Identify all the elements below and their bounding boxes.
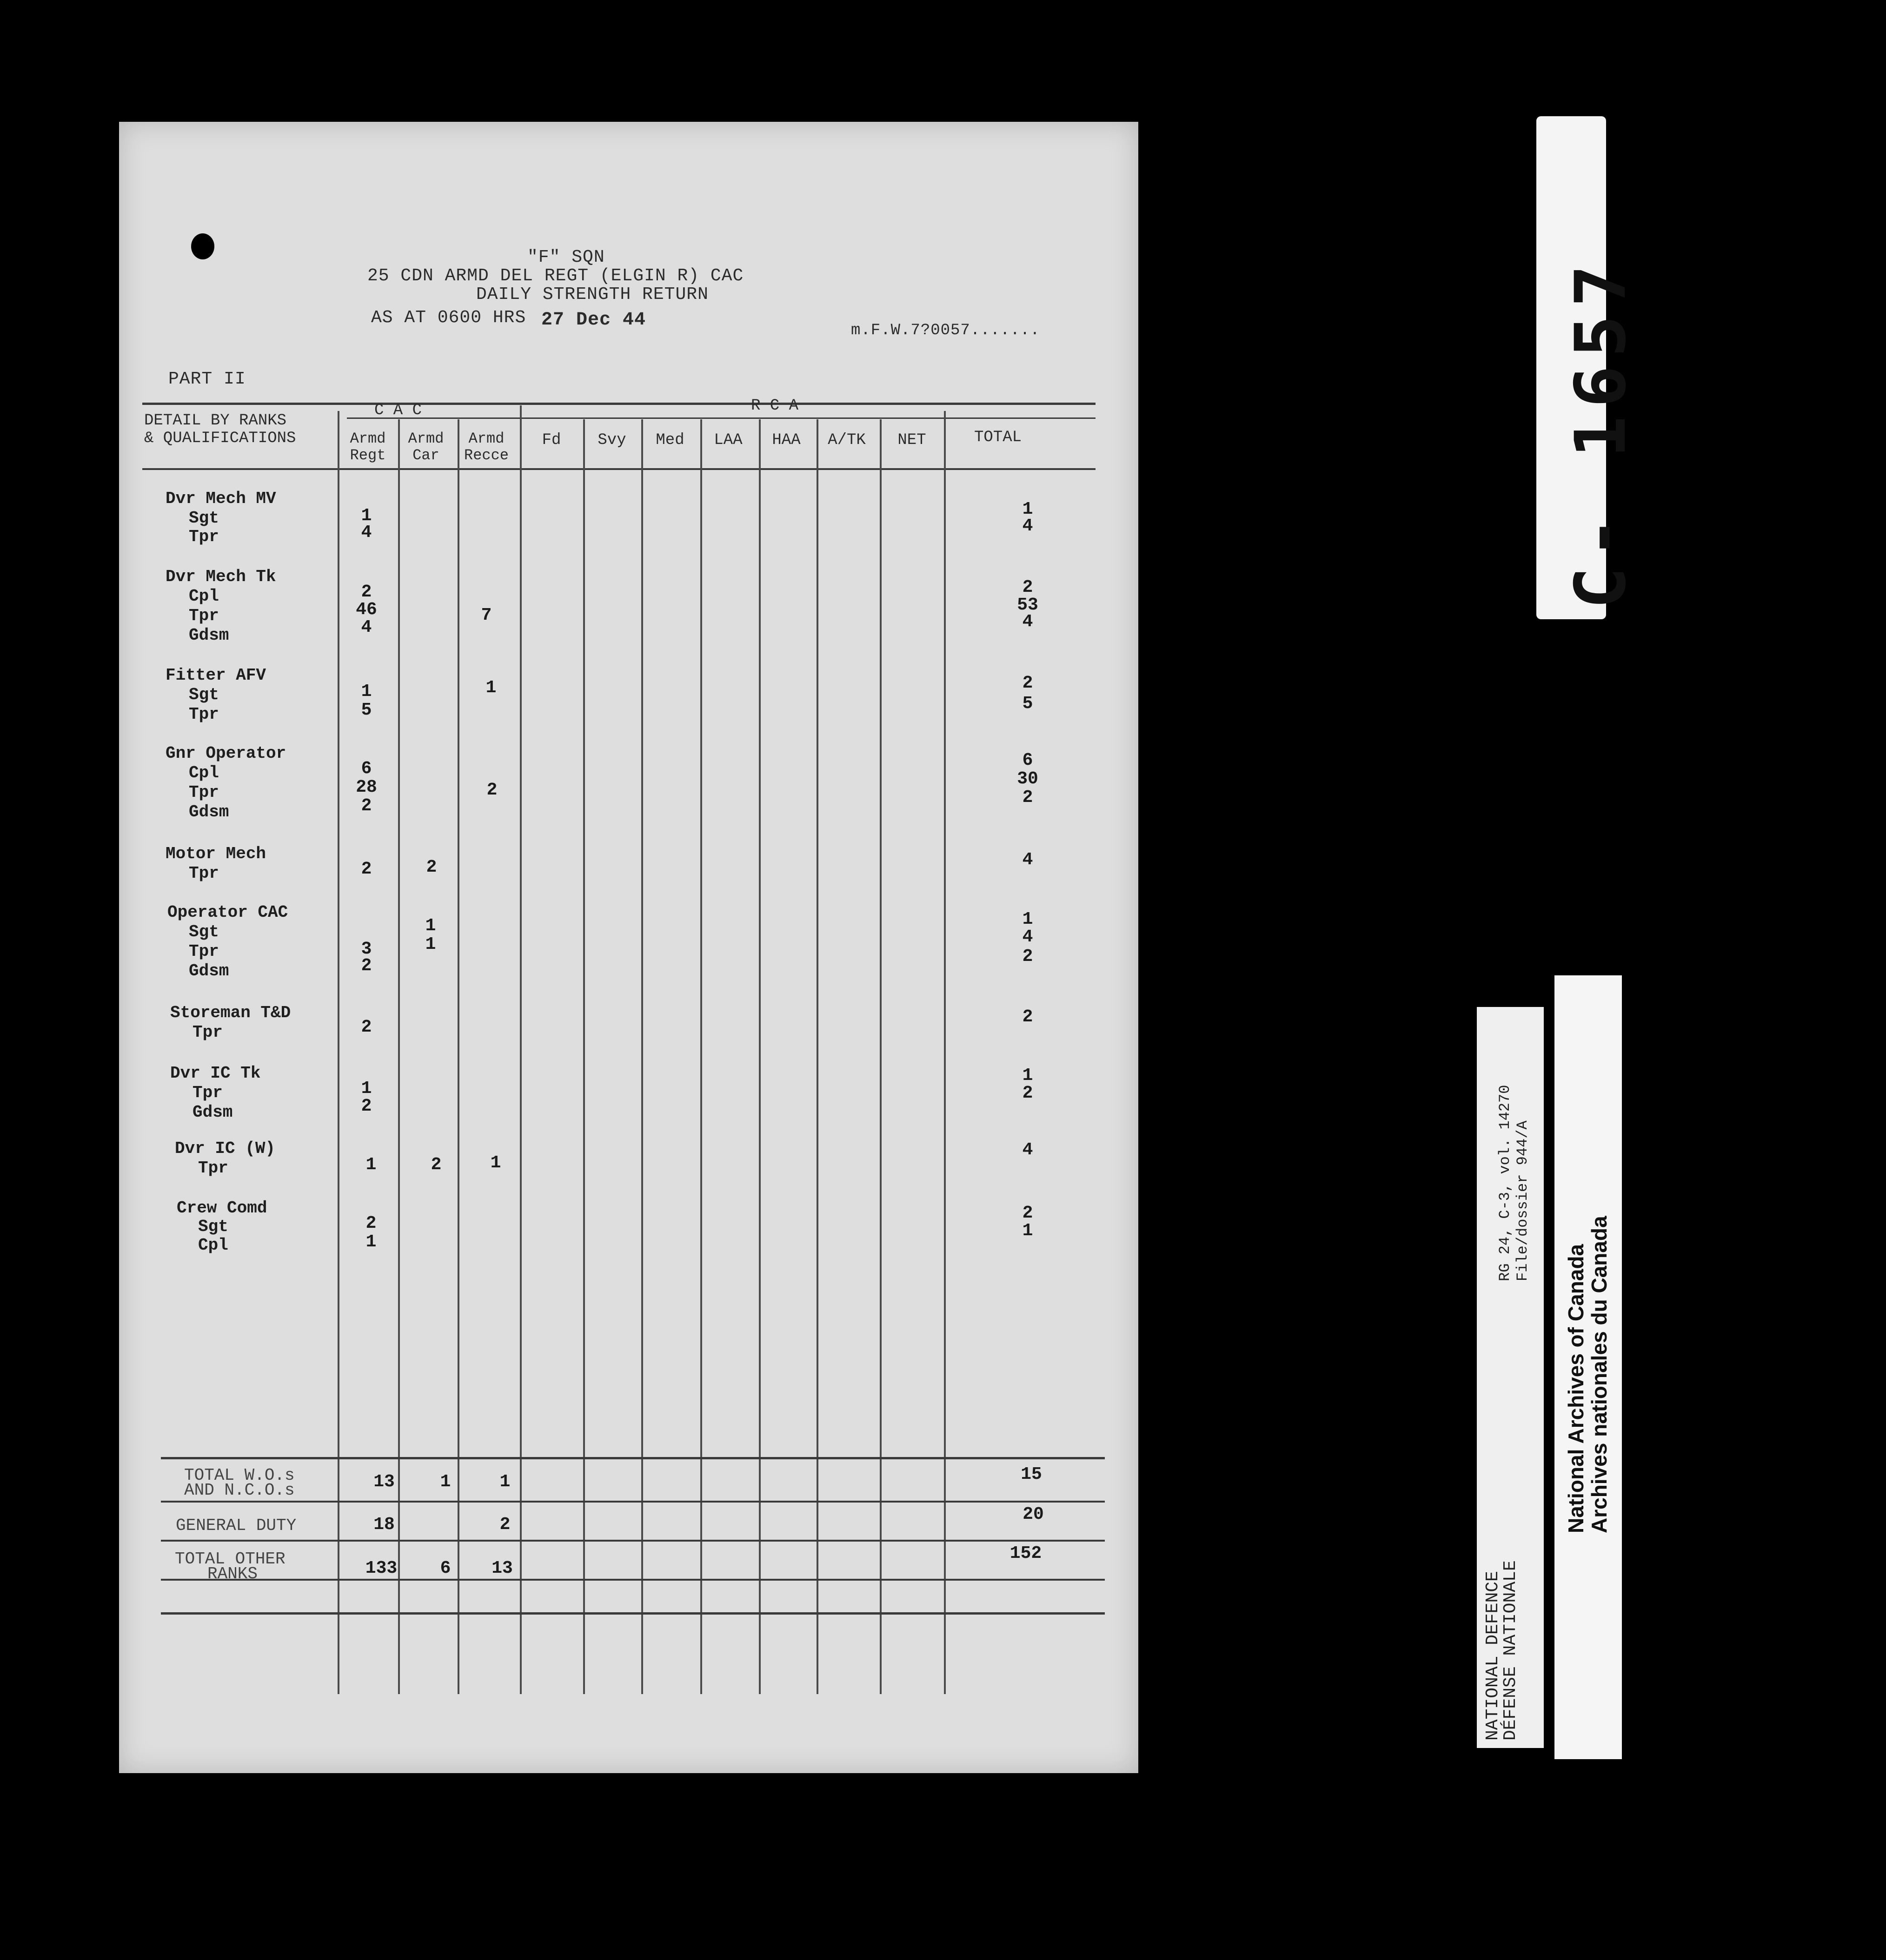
dept-en: NATIONAL DEFENCE: [1483, 1571, 1503, 1741]
reference-number: m.F.W.7?0057.......: [851, 322, 1040, 339]
cell-total: 1: [1022, 499, 1033, 519]
cell-value: 2: [361, 796, 372, 816]
totals-rule: [161, 1501, 1105, 1503]
total-nco-armd-regt: 13: [373, 1472, 395, 1492]
doc-title-line3: DAILY STRENGTH RETURN: [476, 285, 709, 305]
cell-value: 2: [365, 1213, 377, 1233]
cell-total: 2: [1022, 1203, 1033, 1223]
total-nco-label-2: AND N.C.O.s: [184, 1481, 295, 1500]
rank-label: Tpr: [189, 606, 219, 625]
cell-total: 4: [1022, 927, 1033, 947]
cell-total: 2: [1022, 1007, 1033, 1027]
total-or-label-1: TOTAL OTHER: [175, 1549, 286, 1569]
col-line: [398, 419, 400, 1694]
cell-value: 1: [425, 934, 436, 954]
group-rule: [347, 417, 1096, 419]
rank-label: Gdsm: [189, 802, 229, 821]
col-armd-car: Armd Car: [408, 430, 444, 464]
file-reference: File/dossier 944/A: [1514, 1120, 1531, 1281]
rank-label: Sgt: [189, 509, 219, 528]
cell-total: 2: [1022, 1083, 1033, 1103]
cell-value: 2: [361, 1017, 372, 1037]
section-label: Motor Mech: [166, 844, 266, 863]
cell-total: 4: [1022, 612, 1033, 632]
section-label: Dvr IC (W): [175, 1139, 276, 1158]
cell-value: 2: [486, 780, 498, 800]
col-total: TOTAL: [974, 429, 1022, 446]
cell-total: 1: [1022, 1066, 1033, 1086]
row-header-line1: DETAIL BY RANKS: [144, 412, 287, 430]
col-line: [759, 419, 761, 1694]
rank-label: Tpr: [189, 942, 219, 961]
rank-label: Gdsm: [189, 961, 229, 980]
totals-top-rule: [161, 1457, 1105, 1459]
rank-label: Tpr: [193, 1023, 223, 1042]
cell-value: 28: [356, 777, 377, 797]
total-or-total: 152: [1009, 1543, 1042, 1563]
rank-label: Tpr: [189, 783, 219, 802]
col-atk: A/TK: [828, 431, 866, 449]
return-date: 27 Dec 44: [541, 310, 646, 331]
rank-label: Cpl: [189, 587, 219, 606]
cell-total: 6: [1022, 750, 1033, 770]
col-laa: LAA: [714, 431, 743, 449]
national-defence-label: [1477, 1007, 1544, 1748]
section-label: Crew Comd: [177, 1199, 267, 1218]
col-net: NET: [897, 431, 926, 449]
cell-value: 2: [426, 857, 437, 877]
rank-label: Tpr: [193, 1083, 223, 1102]
rank-label: Gdsm: [189, 626, 229, 645]
cell-value: 7: [481, 605, 492, 625]
archives-en: National Archives of Canada: [1564, 1244, 1588, 1533]
rank-label: Sgt: [189, 685, 219, 704]
total-or-armd-recce: 13: [491, 1558, 513, 1578]
rg-reference: RG 24, C-3, vol. 14270: [1496, 1085, 1514, 1281]
col-svy: Svy: [598, 431, 626, 449]
total-or-label-2: RANKS: [207, 1564, 258, 1583]
col-armd-recce: Armd Recce: [464, 430, 509, 464]
cell-total: 30: [1017, 769, 1038, 789]
reel-number-strip: [1536, 116, 1641, 619]
cell-value: 4: [361, 617, 372, 637]
cell-total: 4: [1022, 1140, 1033, 1160]
archives-fr: Archives nationales du Canada: [1587, 1216, 1611, 1533]
as-at-label: AS AT 0600 HRS: [371, 308, 526, 328]
rank-label: Sgt: [198, 1217, 228, 1236]
cell-value: 1: [490, 1153, 501, 1173]
cell-value: 1: [361, 506, 372, 526]
cell-value: 1: [365, 1232, 377, 1252]
rank-label: Cpl: [189, 763, 219, 782]
cell-total: 2: [1022, 673, 1033, 693]
doc-title-line1: "F" SQN: [527, 247, 605, 267]
total-nco-label-1: TOTAL W.O.s: [184, 1466, 295, 1485]
cell-value: 1: [425, 916, 436, 936]
general-duty-armd-recce: 2: [499, 1515, 511, 1535]
reel-number: C- 1657: [1561, 256, 1641, 609]
cell-value: 1: [361, 1079, 372, 1099]
total-nco-armd-recce: 1: [499, 1472, 511, 1492]
cell-value: 1: [485, 678, 497, 698]
totals-rule: [161, 1579, 1105, 1581]
cell-total: 1: [1022, 909, 1033, 929]
col-line: [641, 419, 643, 1694]
section-label: Operator CAC: [167, 903, 288, 922]
cell-total: 53: [1017, 595, 1038, 615]
cell-value: 2: [361, 582, 372, 602]
cell-value: 46: [356, 600, 377, 620]
cell-total: 2: [1022, 788, 1033, 808]
cell-value: 5: [361, 700, 372, 720]
punch-hole: [191, 233, 214, 259]
dept-fr: DÉFENSE NATIONALE: [1501, 1560, 1521, 1741]
cell-total: 2: [1022, 947, 1033, 967]
rank-label: Gdsm: [193, 1103, 233, 1122]
totals-bottom-rule: [161, 1612, 1105, 1615]
col-line: [700, 419, 702, 1694]
cell-value: 3: [361, 939, 372, 959]
total-nco-armd-car: 1: [440, 1472, 451, 1492]
group-rca: R C A: [750, 397, 799, 415]
cell-total: 5: [1022, 694, 1033, 714]
group-cac: C A C: [374, 402, 422, 419]
col-line: [458, 419, 459, 1694]
col-armd-regt: Armd Regt: [350, 430, 386, 464]
total-or-armd-car: 6: [440, 1558, 451, 1578]
table-top-rule: [142, 403, 1096, 405]
cell-value: 4: [361, 523, 372, 543]
cell-value: 1: [361, 682, 372, 702]
rank-label: Tpr: [189, 705, 219, 724]
section-label: Fitter AFV: [166, 666, 266, 685]
cell-value: 6: [361, 759, 372, 779]
cell-total: 4: [1022, 850, 1033, 870]
general-duty-label: GENERAL DUTY: [176, 1516, 297, 1535]
cell-value: 2: [361, 859, 372, 879]
col-line: [817, 419, 818, 1694]
rank-label: Tpr: [189, 527, 219, 546]
section-label: Dvr IC Tk: [170, 1064, 261, 1083]
strength-return-document: [119, 122, 1138, 1773]
cell-value: 2: [431, 1155, 442, 1175]
header-bottom-rule: [142, 468, 1096, 470]
total-nco-total: 15: [1021, 1464, 1042, 1484]
rank-label: Tpr: [198, 1159, 228, 1178]
section-label: Dvr Mech MV: [166, 489, 276, 508]
total-or-armd-regt: 133: [365, 1558, 398, 1578]
rank-label: Tpr: [189, 864, 219, 883]
col-line: [880, 419, 882, 1694]
part-label: PART II: [168, 369, 246, 389]
col-line: [583, 419, 585, 1694]
section-label: Gnr Operator: [166, 744, 286, 763]
section-label: Dvr Mech Tk: [166, 567, 276, 586]
cell-value: 1: [365, 1155, 377, 1175]
cell-total: 4: [1022, 516, 1033, 536]
national-archives-label: [1554, 975, 1622, 1759]
col-med: Med: [656, 431, 684, 449]
section-label: Storeman T&D: [170, 1003, 291, 1022]
cell-value: 2: [361, 956, 372, 976]
col-fd: Fd: [542, 431, 561, 449]
totals-rule: [161, 1540, 1105, 1542]
cell-total: 2: [1022, 577, 1033, 597]
rank-label: Cpl: [198, 1236, 228, 1255]
general-duty-total: 20: [1023, 1504, 1044, 1524]
row-header-line2: & QUALIFICATIONS: [144, 430, 296, 447]
doc-title-line2: 25 CDN ARMD DEL REGT (ELGIN R) CAC: [367, 266, 744, 286]
col-haa: HAA: [772, 431, 801, 449]
cell-total: 1: [1022, 1221, 1033, 1241]
general-duty-armd-regt: 18: [373, 1515, 395, 1535]
rank-label: Sgt: [189, 922, 219, 941]
cell-value: 2: [361, 1096, 372, 1116]
